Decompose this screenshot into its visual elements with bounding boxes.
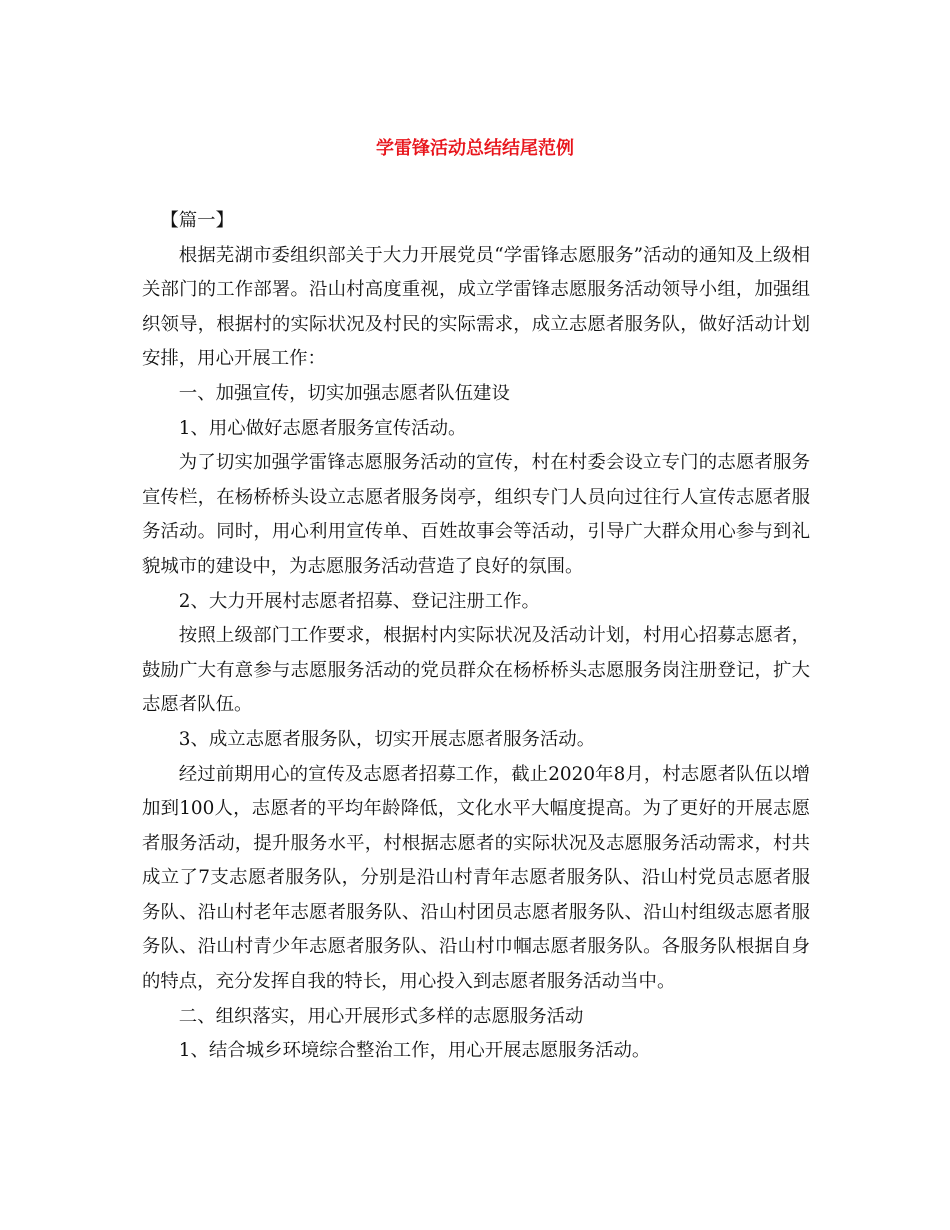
paragraph: 经过前期用心的宣传及志愿者招募工作，截止2020年8月，村志愿者队伍以增加到100人，志愿者的平均年龄降低，文化水平大幅度提高。为了更好的开展志愿者服务活动，提升服务水平，村根据志愿者的实际状况及志愿服务活动需求，村共成立了7支志愿者服务队，分别是沿山村青年志愿者服务队、沿山村党员志愿者服务队、沿山村老年志愿者服务队、沿山村团员志愿者服务队、沿山村组级志愿者服务队、沿山村青少年志愿者服务队、沿山村巾帼志愿者服务队。各服务队根据自身的特点，充分发挥自我的特长，用心投入到志愿者服务活动当中。 (142, 763, 810, 993)
document-body (142, 204, 810, 1069)
subsection-heading: 3、成立志愿者服务队，切实开展志愿者服务活动。 (178, 728, 596, 750)
document-title: 学雷锋活动总结结尾范例 (376, 138, 574, 159)
section-label: 【篇一】 (160, 210, 234, 231)
subsection-heading: 1、用心做好志愿者服务宣传活动。 (178, 417, 467, 439)
paragraph: 按照上级部门工作要求，根据村内实际状况及活动计划，村用心招募志愿者，鼓励广大有意参与志愿服务活动的党员群众在杨桥桥头志愿服务岗注册登记，扩大志愿者队伍。 (142, 625, 810, 716)
section-heading: 一、加强宣传，切实加强志愿者队伍建设 (178, 382, 510, 404)
paragraph: 为了切实加强学雷锋志愿服务活动的宣传，村在村委会设立专门的志愿者服务宣传栏，在杨桥桥头设立志愿者服务岗亭，组织专门人员向过往行人宣传志愿者服务活动。同时，用心利用宣传单、百姓故事会等活动，引导广大群众用心参与到礼貌城市的建设中，为志愿服务活动营造了良好的氛围。 (142, 452, 810, 577)
subsection-heading: 2、大力开展村志愿者招募、登记注册工作。 (178, 590, 540, 612)
subsection-heading: 1、结合城乡环境综合整治工作，用心开展志愿服务活动。 (178, 1040, 651, 1062)
paragraph: 根据芜湖市委组织部关于大力开展党员“学雷锋志愿服务”活动的通知及上级相关部门的工作部署。沿山村高度重视，成立学雷锋志愿服务活动领导小组，加强组织领导，根据村的实际状况及村民的实际需求，成立志愿者服务队，做好活动计划安排，用心开展工作： (142, 244, 810, 370)
section-heading: 二、组织落实，用心开展形式多样的志愿服务活动 (178, 1005, 584, 1027)
